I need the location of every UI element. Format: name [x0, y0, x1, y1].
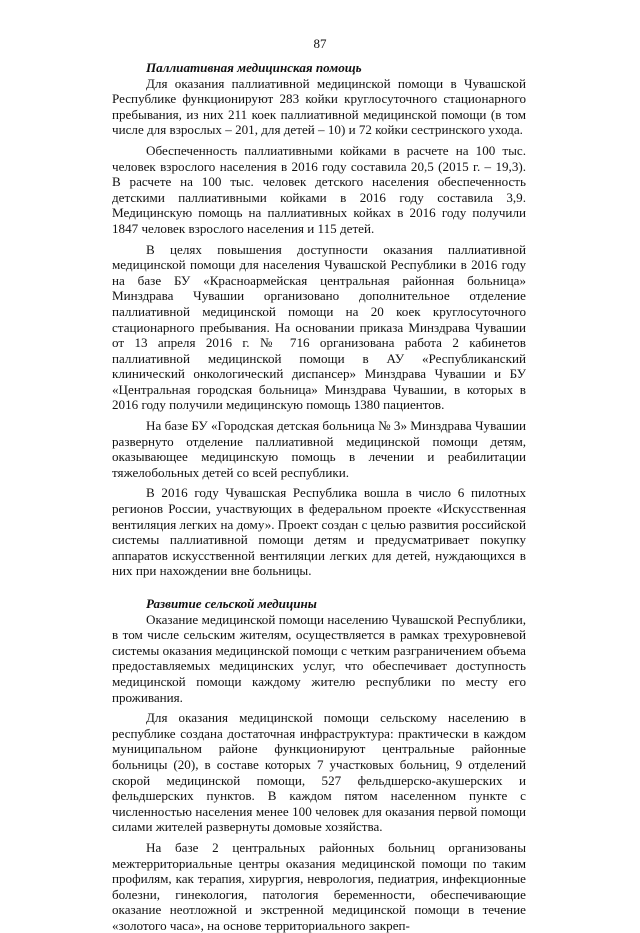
- paragraph: В целях повышения доступности оказания паллиативной медицинской помощи для населения Чувашской Республики в 2016 году на базе БУ «Красноармейская центральная районная больница» Минздрава Чувашии организовано дополнительное отделение паллиативной медицинской помощи на 20 коек круглосуточного стационарного пребывания. На основании приказа Минздрава Чувашии от 13 апреля 2016 г. № 716 организована работа 2 кабинетов паллиативной медицинской помощи в АУ «Республиканский клинический онкологический диспансер» Минздрава Чувашии и БУ «Центральная городская больница» Минздрава Чувашии, в которых в 2016 году получили медицинскую помощь 1380 пациентов.: [112, 241, 526, 413]
- section-palliative-care: [112, 60, 526, 579]
- page-content: [112, 60, 526, 933]
- paragraph: Оказание медицинской помощи населению Чувашской Республики, в том числе сельским жителям, осуществляется в рамках трехуровневой системы оказания медицинской помощи с четким разграничением объема предоставляемых медицинских услуг, что обеспечивает доступность медицинской помощи каждому жителю республики по месту его проживания.: [112, 611, 526, 705]
- paragraph: Для оказания медицинской помощи сельскому населению в республике создана достаточная инфраструктура: практически в каждом муниципальном районе функционируют центральные районные больницы (20), в составе которых 7 участковых больниц, 9 отделений скорой медицинской помощи, 527 фельдшерско-акушерских и фельдшерских пунктов. В каждом пятом населенном пункте с численностью населения менее 100 человек для оказания первой помощи силами жителей развернуты домовые хозяйства.: [112, 710, 526, 835]
- paragraph: Для оказания паллиативной медицинской помощи в Чувашской Республике функционируют 283 койки круглосуточного стационарного пребывания, из них 211 коек паллиативной медицинской помощи (в том числе для взрослых – 201, для детей – 10) и 72 койки сестринского ухода.: [112, 75, 526, 138]
- section-rural-medicine: [112, 596, 526, 933]
- paragraph: Обеспеченность паллиативными койками в расчете на 100 тыс. человек взрослого населения в 2016 году составила 20,5 (2015 г. – 19,3). В расчете на 100 тыс. человек детского населения обеспеченность детскими паллиативными койками в 2016 году составила 3,9. Медицинскую помощь на паллиативных койках в 2016 году получили 1847 человек взрослого населения и 115 детей.: [112, 142, 526, 236]
- section-spacer: [112, 579, 526, 596]
- page-number: 87: [313, 36, 327, 51]
- paragraph: В 2016 году Чувашская Республика вошла в число 6 пилотных регионов России, участвующих в федеральном проекте «Искусственная вентиляция легких на дому». Проект создан с целью развития российской системы паллиативной помощи детям и предусматривает покупку аппаратов искусственной вентиляции легких для детей, нуждающихся в них при нахождении вне больницы.: [112, 485, 526, 579]
- section-heading: Развитие сельской медицины: [146, 596, 317, 611]
- paragraph: На базе БУ «Городская детская больница № 3» Минздрава Чувашии развернуто отделение паллиативной медицинской помощи детям, оказывающее медицинскую помощь в лечении и реабилитации тяжелобольных детей со всей республики.: [112, 418, 526, 480]
- paragraph: На базе 2 центральных районных больниц организованы межтерриториальные центры оказания медицинской помощи по таким профилям, как терапия, хирургия, неврология, педиатрия, инфекционные болезни, гинекология, патология беременности, обеспечивающие оказание неотложной и экстренной медицинской помощи в течение «золотого часа», на основе территориального закреп-: [112, 839, 526, 933]
- section-heading: Паллиативная медицинская помощь: [146, 60, 362, 75]
